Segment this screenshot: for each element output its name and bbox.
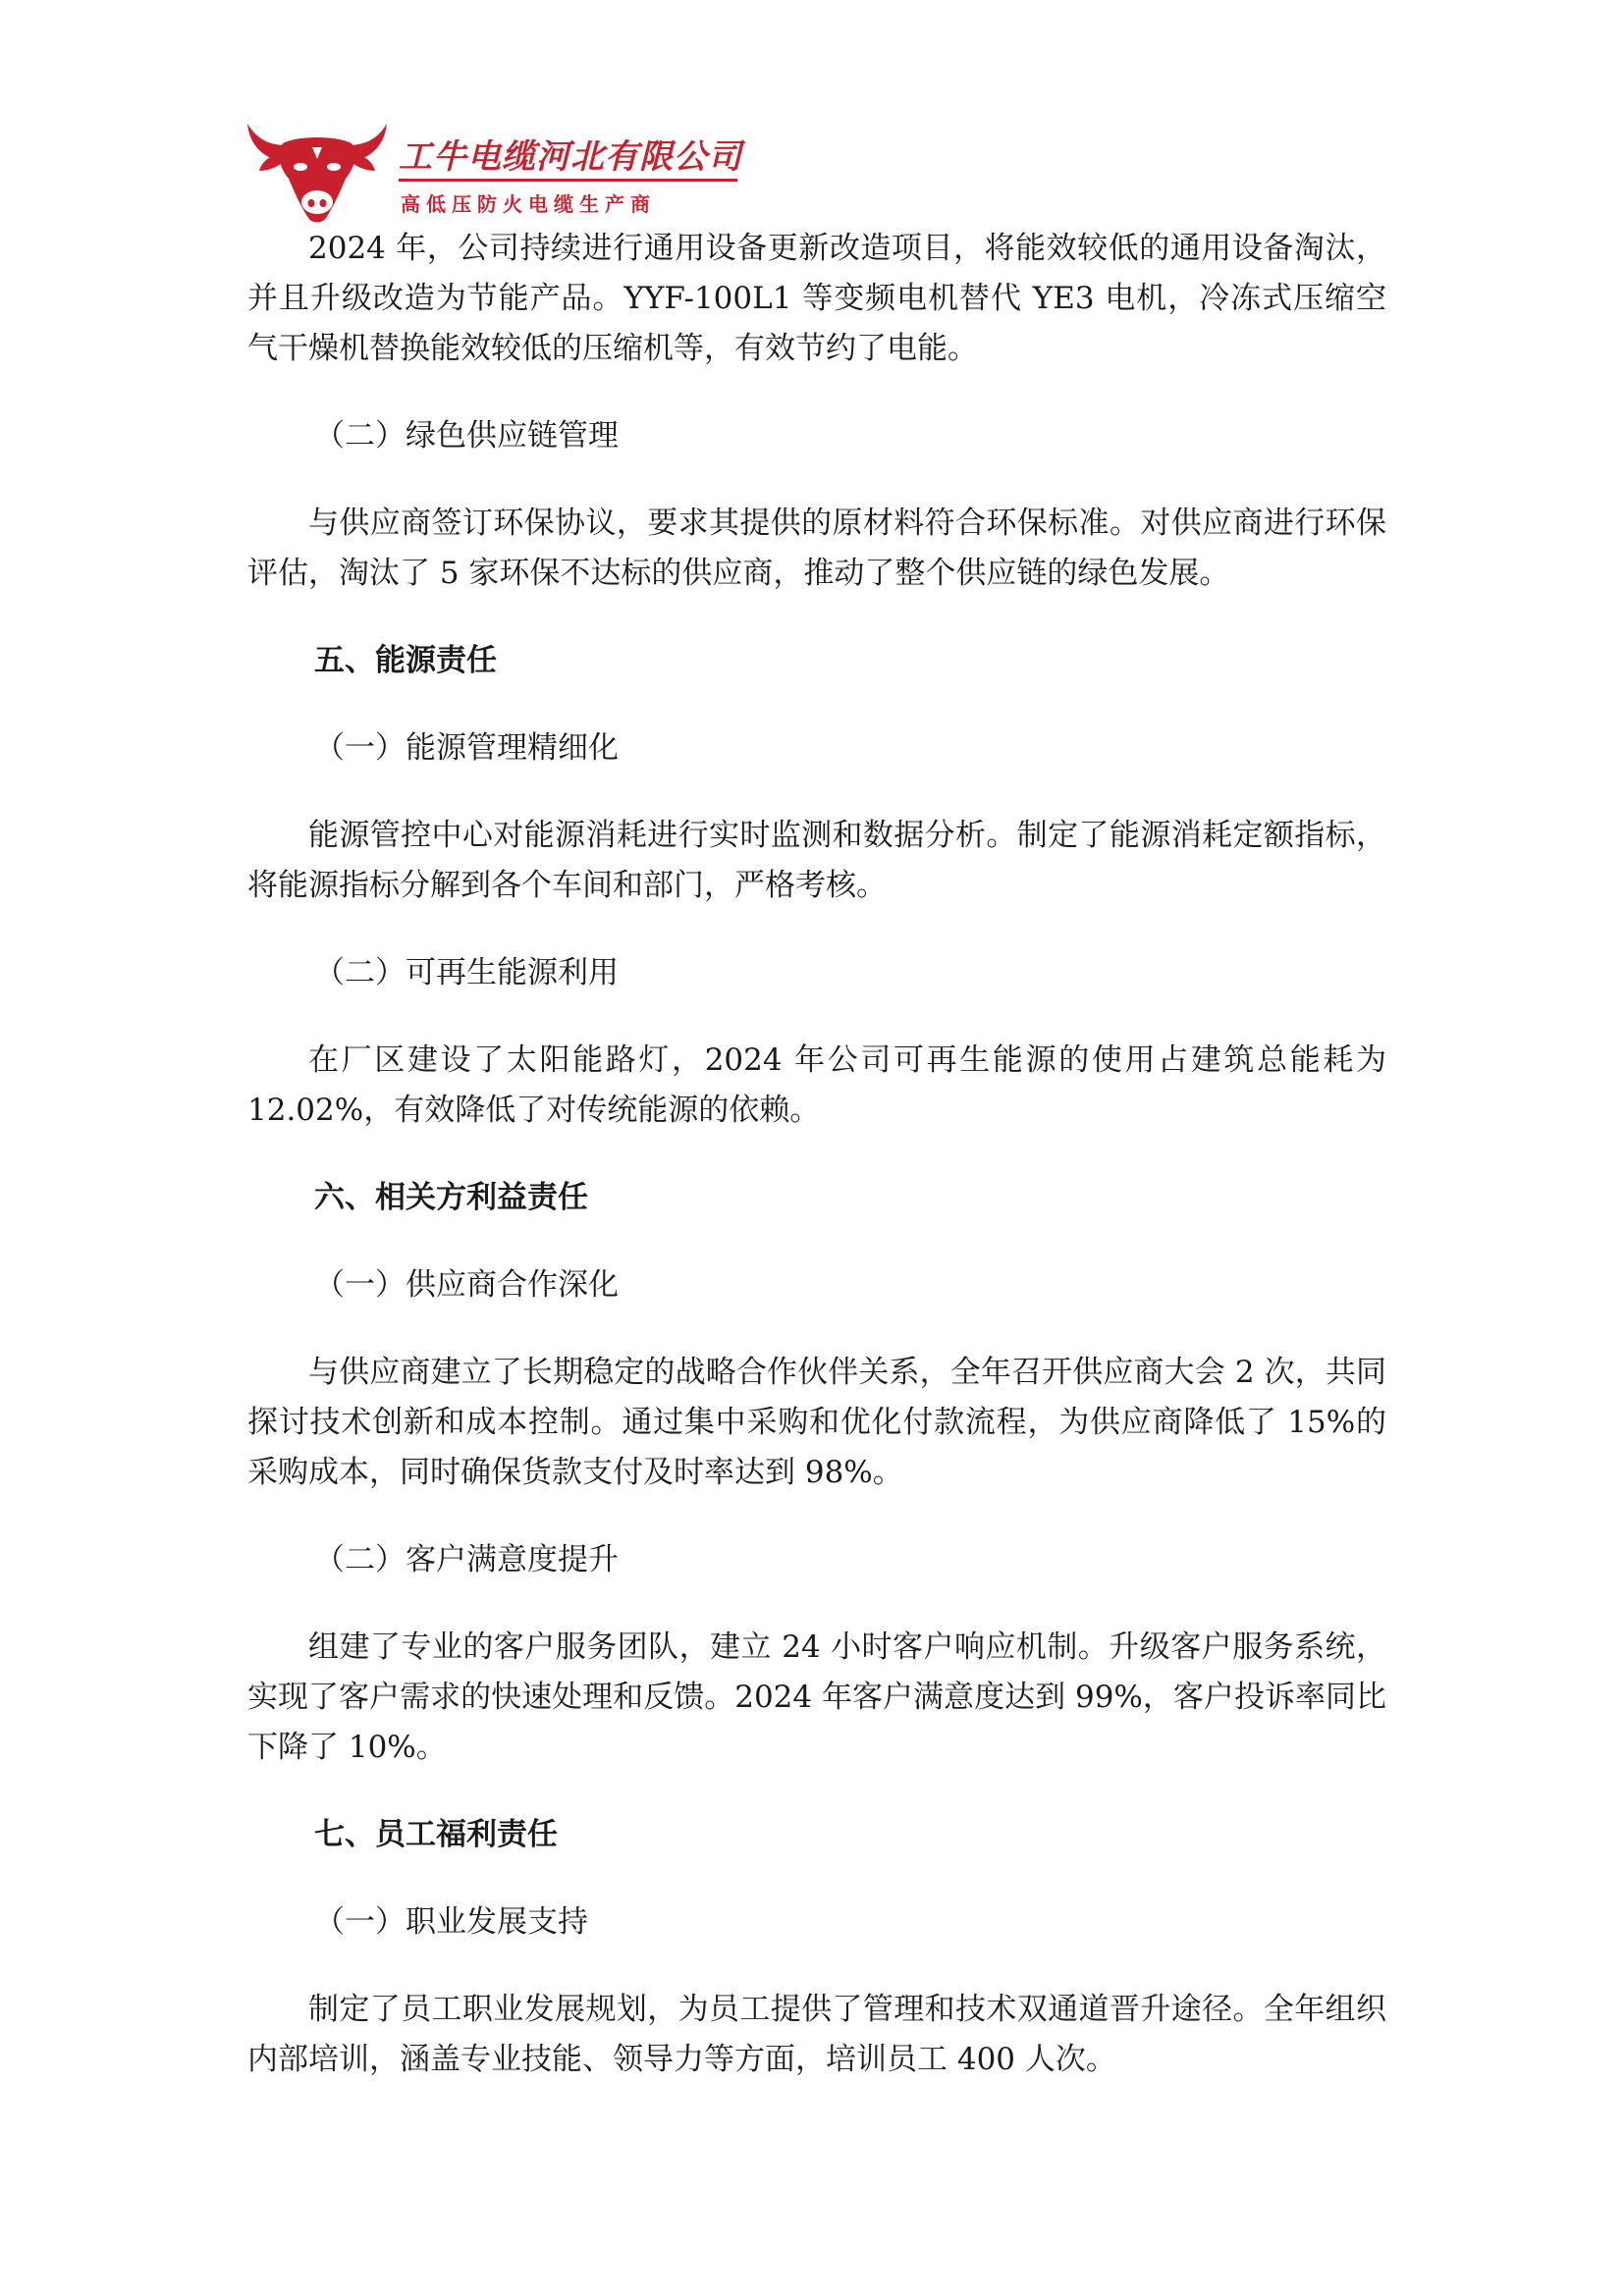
section-heading-stakeholders: 六、相关方利益责任 xyxy=(314,1180,588,1215)
subheading-green-supply-chain: （二）绿色供应链管理 xyxy=(314,418,619,454)
paragraph-supplier-cooperation: 与供应商建立了长期稳定的战略合作伙伴关系，全年召开供应商大会 2 次，共同探讨技术创新和成本控制。通过集中采购和优化付款流程，为供应商降低了 15%的采购成本，同时确保货款支付及时率达到 98%。 xyxy=(247,1355,1386,1490)
paragraph-career-development: 制定了员工职业发展规划，为员工提供了管理和技术双通道晋升途径。全年组织内部培训，涵盖专业技能、领导力等方面，培训员工 400 人次。 xyxy=(247,1992,1386,2077)
subheading-supplier-cooperation: （一）供应商合作深化 xyxy=(314,1267,619,1303)
subheading-customer-satisfaction: （二）客户满意度提升 xyxy=(314,1542,619,1577)
company-name: 工牛电缆河北有限公司 xyxy=(399,137,742,177)
company-tagline: 高低压防火电缆生产商 xyxy=(401,192,656,216)
subheading-career-development: （一）职业发展支持 xyxy=(314,1904,588,1940)
letterhead xyxy=(244,110,754,230)
subheading-renewable-energy: （二）可再生能源利用 xyxy=(314,955,619,990)
paragraph-equipment-upgrade: 2024 年，公司持续进行通用设备更新改造项目，将能效较低的通用设备淘汰，并且升级改造为节能产品。YYF-100L1 等变频电机替代 YE3 电机，冷冻式压缩空气干燥机替换能效较低的压缩机等，有效节约了电能。 xyxy=(247,231,1386,366)
paragraph-energy-monitoring: 能源管控中心对能源消耗进行实时监测和数据分析。制定了能源消耗定额指标，将能源指标分解到各个车间和部门，严格考核。 xyxy=(247,818,1386,903)
section-heading-employee-welfare: 七、员工福利责任 xyxy=(314,1817,558,1852)
subheading-energy-management: （一）能源管理精细化 xyxy=(314,730,619,766)
bull-head-logo-icon xyxy=(244,110,391,230)
paragraph-supplier-environmental: 与供应商签订环保协议，要求其提供的原材料符合环保标准。对供应商进行环保评估，淘汰了 5 家环保不达标的供应商，推动了整个供应链的绿色发展。 xyxy=(247,506,1386,591)
paragraph-renewable-energy: 在厂区建设了太阳能路灯，2024 年公司可再生能源的使用占建筑总能耗为 12.02%，有效降低了对传统能源的依赖。 xyxy=(247,1042,1386,1128)
header-divider xyxy=(399,179,737,182)
document-body xyxy=(247,224,1386,2122)
paragraph-customer-satisfaction: 组建了专业的客户服务团队，建立 24 小时客户响应机制。升级客户服务系统，实现了客户需求的快速处理和反馈。2024 年客户满意度达到 99%，客户投诉率同比下降了 10%。 xyxy=(247,1629,1386,1765)
section-heading-energy: 五、能源责任 xyxy=(314,643,497,678)
